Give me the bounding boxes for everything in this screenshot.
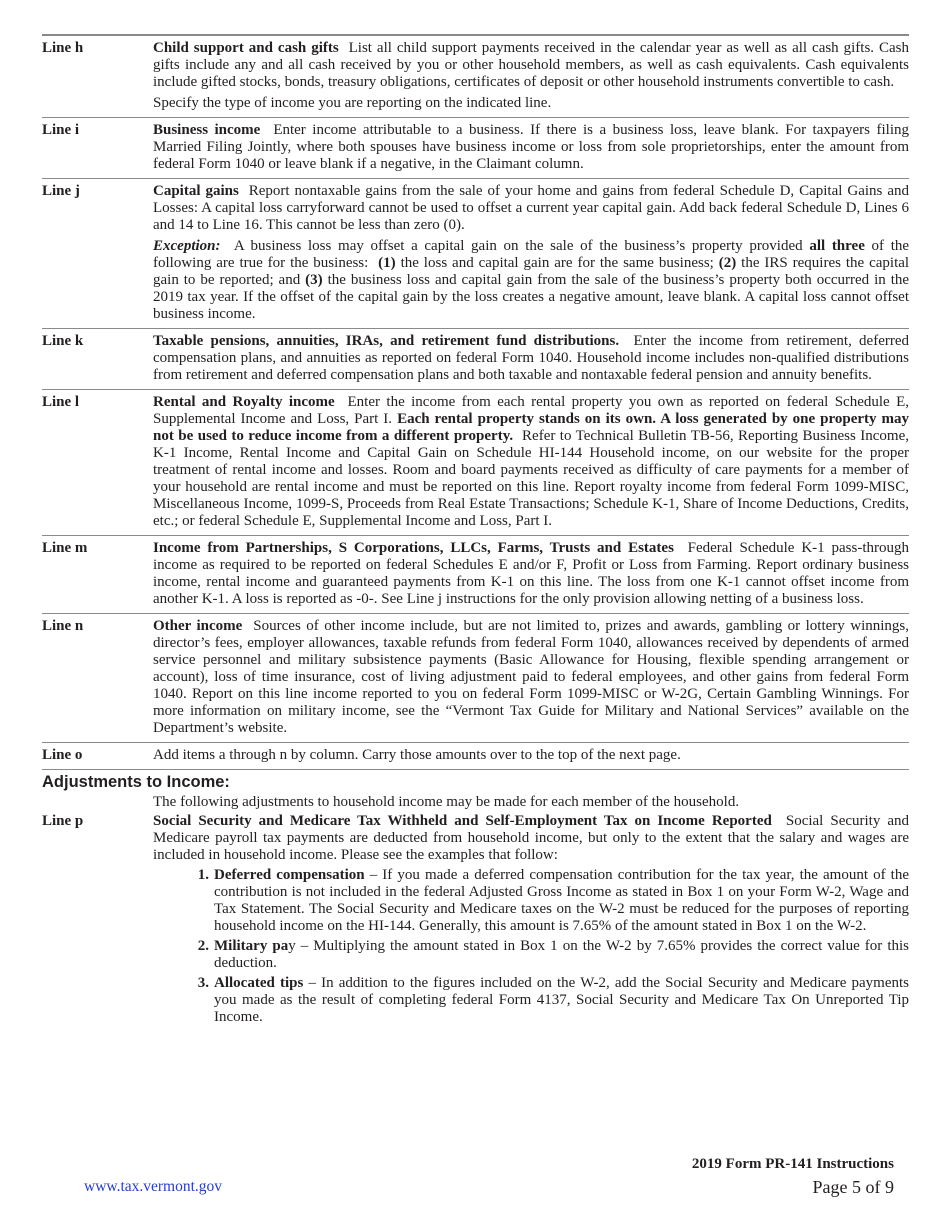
line-body	[153, 183, 909, 323]
line-text: Federal Schedule K-1 pass-through income as required to be reported on federal Schedules E and/or F, Profit or Loss from Farming. Report ordinary business income, rental income and guaranteed payments from K-1 on this line. The loss from one K-1 cannot offset income from another K-1. A loss is reported as -0-. See Line j instructions for the only provision allowing netting of a business loss.	[153, 540, 909, 607]
line-label: Line i	[42, 122, 80, 138]
line-text: List all child support payments received in the calendar year as well as all cash gifts. Cash gifts include any and all cash received by you or other household members, as well as cash equivalents. Cash equivalents include gifted stocks, bonds, treasury obligations, certificates of deposit or other household instruments convertible to cash.	[153, 40, 910, 90]
item-title: Allocated tips	[214, 975, 304, 991]
line-text: Add items a through n by column. Carry those amounts over to the top of the next page.	[153, 747, 681, 763]
line-text: Enter the income from each rental property you own as reported on federal Schedule E, Supplemental Income and Loss, Part I.	[153, 394, 909, 427]
condition-number: (3)	[305, 272, 323, 288]
line-title: Social Security and Medicare Tax Withheld and Self-Employment Tax on Income Reported	[153, 813, 772, 829]
line-p-row	[42, 813, 909, 1026]
line-m-row	[42, 535, 909, 613]
line-l-row	[42, 389, 909, 535]
line-h-row	[42, 34, 909, 117]
line-label: Line k	[42, 333, 84, 349]
line-body	[153, 122, 909, 173]
list-item	[153, 867, 909, 935]
line-label: Line o	[42, 747, 83, 763]
footer-page-number: Page 5 of 9	[812, 1177, 894, 1197]
line-text: Report nontaxable gains from the sale of your home and gains from federal Schedule D, Capital Gains and Losses: A capital loss carryforward cannot be used to offset a current year capital gain. Add back federal Schedule D, Lines 6 and 14 to Line 16. This cannot be less than zero (0).	[153, 183, 909, 233]
line-body	[153, 618, 909, 737]
line-label: Line n	[42, 618, 84, 634]
line-label: Line j	[42, 183, 80, 199]
line-label: Line m	[42, 540, 88, 556]
all-three-emphasis: all three	[809, 238, 865, 254]
line-body	[153, 394, 909, 530]
line-title: Business income	[153, 122, 261, 138]
footer-form-title: 2019 Form PR-141 Instructions	[691, 1156, 894, 1172]
line-body	[153, 40, 909, 112]
condition-number: (2)	[718, 255, 737, 271]
condition-text: the loss and capital gain are for the same business;	[400, 255, 714, 271]
item-text: – In addition to the figures included on the W-2, add the Social Security and Medicare payments you made as the result of completing federal Form 4137, Social Security and Medicare Tax On Unreported Tip Income.	[214, 975, 909, 1025]
section-heading: Adjustments to Income:	[42, 769, 909, 792]
line-body	[153, 813, 909, 1026]
section-intro: The following adjustments to household income may be made for each member of the household.	[153, 794, 740, 810]
line-text: Refer to Technical Bulletin TB-56, Reporting Business Income, K-1 Income, Rental Income and Capital Gain on Schedule HI-144 Household income, on our website for the proper treatment of rental income and losses. Room and board payments received as difficulty of care payments for a member of your household are rental income and must be reported on this line. Report royalty income from federal Form 1099-MISC, Miscellaneous Income, 1099-S, Proceeds from Real Estate Transactions; Schedule K-1, Share of Income Deductions, Credits, etc.; or federal Schedule E, Supplemental Income and Loss, Part I.	[153, 428, 910, 529]
line-j-row	[42, 178, 909, 328]
list-item	[153, 975, 909, 1026]
exception-paragraph	[153, 238, 909, 323]
list-number: 3.	[197, 975, 209, 991]
line-title: Rental and Royalty income	[153, 394, 335, 410]
condition-text: the business loss and capital gain from the sale of the business’s property both occurred in the 2019 tax year. If the offset of the capital gain by the loss creates a negative amount, leave blank. A capital loss cannot offset business income.	[153, 272, 910, 322]
line-o-row	[42, 742, 909, 769]
line-label: Line p	[42, 813, 84, 829]
list-number: 2.	[197, 938, 209, 954]
instructions-page	[42, 34, 909, 1026]
line-i-row	[42, 117, 909, 178]
line-body	[153, 333, 909, 384]
item-text: – Multiplying the amount stated in Box 1 on the W-2 by 7.65% provides the correct value for this deduction.	[214, 938, 910, 971]
line-title: Taxable pensions, annuities, IRAs, and retirement fund distributions.	[153, 333, 620, 349]
line-note: Specify the type of income you are reporting on the indicated line.	[153, 95, 552, 111]
line-emphasis: Each rental property stands on its own. A loss generated by one property may not be used to reduce income from a different property.	[153, 411, 910, 444]
item-text: – If you made a deferred compensation contribution for the tax year, the amount of the contribution is not included in the federal Adjusted Gross Income as stated in Box 1 on your Form W-2, Wage and Tax Statement. The Social Security and Medicare taxes on the W-2 must be reduced for the purposes of reporting household income on the HI-144. Generally, this amount is 7.65% of the amount stated in Box 1 on the W-2.	[214, 867, 910, 934]
line-body	[153, 540, 909, 608]
condition-number: (1)	[378, 255, 396, 271]
line-n-row	[42, 613, 909, 742]
line-text: Enter the income from retirement, deferred compensation plans, and annuities as reported on federal Form 1040. Household income includes non-qualified distributions from retirement and deferred compensation plans and both taxable and nontaxable federal pension and annuity benefits.	[153, 333, 909, 383]
list-item	[153, 938, 909, 972]
list-number: 1.	[197, 867, 209, 883]
line-label: Line l	[42, 394, 80, 410]
item-title: Deferred compensation	[214, 867, 365, 883]
line-title: Capital gains	[153, 183, 239, 199]
line-text: Enter income attributable to a business. If there is a business loss, leave blank. For taxpayers filing Married Filing Jointly, where both spouses have business income or loss from sole proprietorships, enter the amount from federal Form 1040 or leave blank if a negative, in the Claimant column.	[153, 122, 909, 172]
exception-text: A business loss may offset a capital gain on the sale of the business’s property provided	[233, 238, 803, 254]
footer-website-link[interactable]: www.tax.vermont.gov	[84, 1178, 223, 1195]
line-body	[153, 747, 909, 764]
exception-text: of the following are true for the business:	[153, 238, 910, 271]
line-label: Line h	[42, 40, 84, 56]
line-text: Sources of other income include, but are not limited to, prizes and awards, gambling or lottery winnings, director’s fees, employer allowances, taxable refunds from federal Form 1040, allowances received by dependents of armed service personnel and military subsistence payments (Basic Allowance for Housing, flexible spending arrangement or account), loss of time insurance, cost of living adjustment paid to federal employees, and other gains from federal Form 1040. Report on this line income reported to you on federal Form 1099-MISC or W-2G, Certain Gambling Winnings. For more information on military income, see the “Vermont Tax Guide for Military and National Services” available on the Department’s website.	[153, 618, 910, 736]
exception-label: Exception:	[153, 238, 221, 254]
line-k-row	[42, 328, 909, 389]
condition-text: the IRS requires the capital gain to be reported; and	[153, 255, 910, 288]
examples-list	[153, 867, 909, 1026]
item-title: Military pa	[214, 938, 289, 954]
item-title-tail: y	[288, 938, 296, 954]
line-text: Social Security and Medicare payroll tax payments are deducted from household income, but only to the extent that the salary and wages are included in household income. Please see the examples that follow:	[153, 813, 910, 863]
line-title: Other income	[153, 618, 243, 634]
line-title: Income from Partnerships, S Corporations, LLCs, Farms, Trusts and Estates	[153, 540, 674, 556]
line-title: Child support and cash gifts	[153, 40, 339, 56]
